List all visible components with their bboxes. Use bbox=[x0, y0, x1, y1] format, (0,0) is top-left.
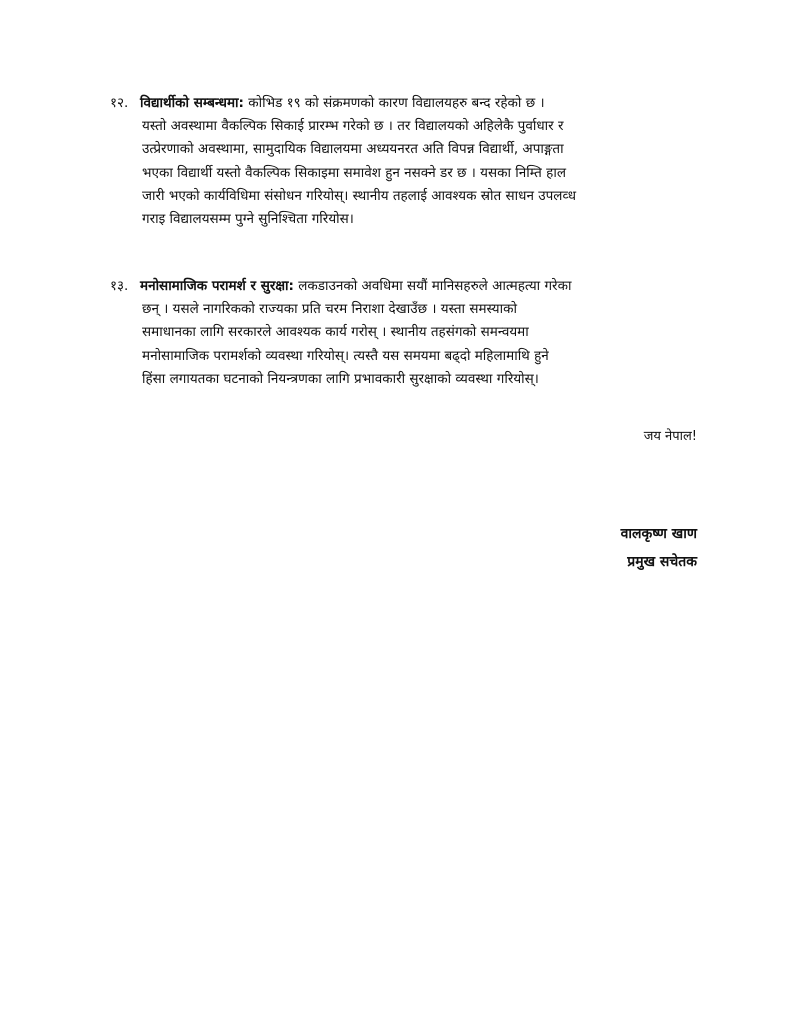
item-line: उत्प्रेरणाको अवस्थामा, सामुदायिक विद्यालयमा अध्ययनरत अति विपन्न विद्यार्थी, अपाङ्गता bbox=[142, 141, 564, 158]
item-heading: विद्यार्थीको सम्बन्धमा: bbox=[140, 95, 244, 111]
list-item-students bbox=[110, 92, 702, 231]
item-line: भएका विद्यार्थी यस्तो वैकल्पिक सिकाइमा समावेश हुन नसक्ने डर छ । यसका निम्ति हाल bbox=[142, 164, 566, 181]
item-line: हिंसा लगायतका घटनाको नियन्त्रणका लागि प्रभावकारी सुरक्षाको व्यवस्था गरियोस्। bbox=[142, 370, 539, 387]
signatory-name: वालकृष्ण खाण bbox=[620, 526, 697, 542]
list-item-psychosocial bbox=[110, 275, 702, 391]
item-first-line-text: लकडाउनको अवधिमा सयौं मानिसहरुले आत्महत्या गरेका bbox=[293, 278, 572, 294]
item-heading: मनोसामाजिक परामर्श र सुरक्षा: bbox=[140, 278, 294, 294]
item-first-line-text: कोभिड १९ को संक्रमणको कारण विद्यालयहरु बन्द रहेको छ । bbox=[243, 95, 545, 111]
closing-salutation: जय नेपाल! bbox=[643, 429, 697, 444]
item-number: १३. bbox=[110, 278, 129, 294]
item-first-line bbox=[110, 92, 702, 115]
item-line: जारी भएको कार्यविधिमा संसोधन गरियोस्। स्थानीय तहलाई आवश्यक स्रोत साधन उपलव्ध bbox=[142, 187, 577, 204]
item-line: छन् । यसले नागरिकको राज्यका प्रति चरम निराशा देखाउँछ । यस्ता समस्याको bbox=[142, 301, 517, 318]
item-line: यस्तो अवस्थामा वैकल्पिक सिकाई प्रारम्भ गरेको छ । तर विद्यालयको अहिलेकै पुर्वाधार र bbox=[142, 118, 564, 135]
signatory-title: प्रमुख सचेतक bbox=[627, 554, 697, 570]
item-line: गराइ विद्यालयसम्म पुग्ने सुनिश्चिता गरियोस। bbox=[142, 211, 354, 228]
item-line: समाधानका लागि सरकारले आवश्यक कार्य गरोस् । स्थानीय तहसंगको समन्वयमा bbox=[142, 324, 529, 341]
item-first-line bbox=[110, 275, 702, 298]
item-line: मनोसामाजिक परामर्शको व्यवस्था गरियोस्। त्यस्तै यस समयमा बढ्दो महिलामाथि हुने bbox=[142, 347, 549, 364]
item-number: १२. bbox=[110, 95, 129, 111]
